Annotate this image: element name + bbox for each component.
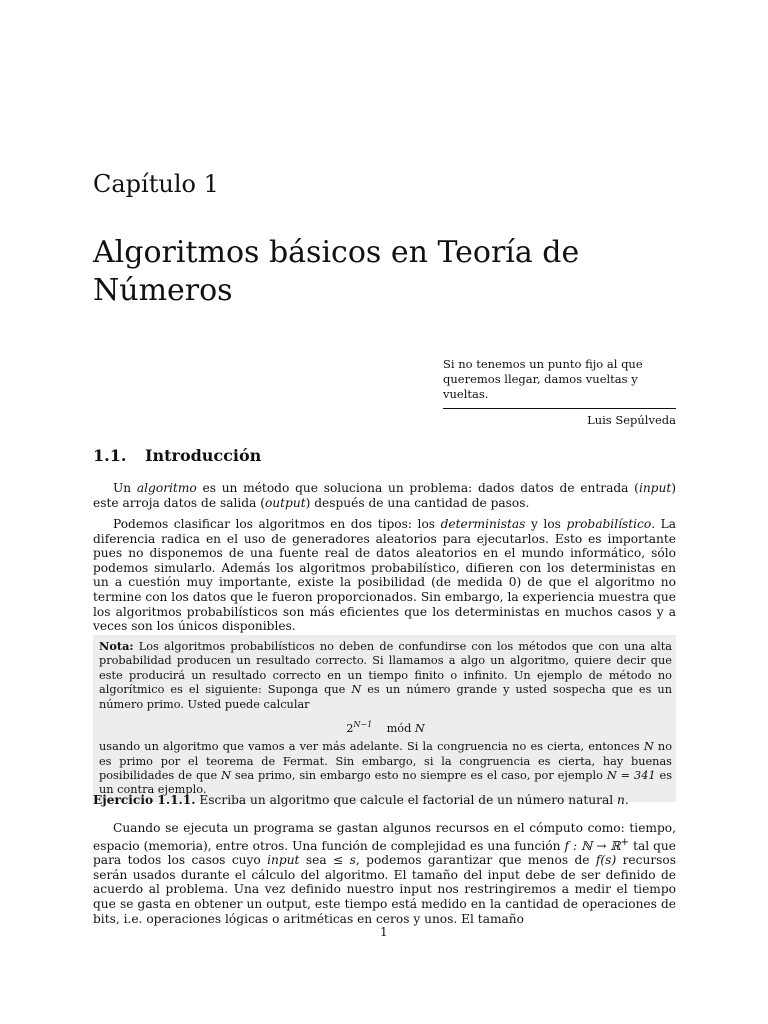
- text-run: tal que para todos los casos cuyo: [93, 838, 676, 868]
- math-var: n: [616, 793, 625, 807]
- note-formula: [99, 718, 672, 736]
- section-heading: [93, 446, 261, 465]
- math-var: N: [351, 683, 362, 697]
- paragraph-intro: [93, 481, 676, 510]
- text-run: Cuando se ejecuta un programa se gastan algunos recursos en el cómputo como: tiempo, espacio (memoria), entre otros. Una función de complejidad es una función: [93, 821, 676, 853]
- text-run: Los algoritmos probabilísticos no deben de confundirse con los métodos que con una alta probabilidad producen un resultado correcto. Si llamamos a algo un algoritmo, quiere decir que este producirá un resultado correcto en un tiempo finito o infinito. Un ejemplo de método no algorítmico es el siguiente: Suponga que: [99, 640, 672, 697]
- math-var: N: [221, 769, 231, 783]
- math-superscript: +: [620, 836, 630, 848]
- math-var: N: [414, 721, 425, 735]
- text-run: es un contra ejemplo.: [99, 769, 672, 797]
- text-run: no es primo por el teorema de Fermat. Sin embargo, si la congruencia es cierta, hay buenas posibilidades de que: [99, 740, 673, 783]
- math-var: N: [643, 740, 654, 754]
- epigraph-author: Luis Sepúlveda: [587, 413, 676, 427]
- formula-exponent: N−1: [353, 720, 373, 730]
- epigraph: [443, 357, 676, 428]
- text-run: es un método que soluciona un problema: dados datos de entrada (: [196, 481, 639, 495]
- epigraph-divider: [443, 408, 676, 409]
- text-run: ) este arroja datos de salida (: [93, 481, 676, 510]
- math-var: s: [349, 853, 356, 868]
- text-run: sea primo, sin embargo esto no siempre es el caso, por ejemplo: [230, 769, 607, 783]
- term-input: input: [638, 481, 672, 495]
- term-deterministas: deterministas: [440, 517, 526, 531]
- section-title: Introducción: [145, 446, 262, 465]
- chapter-label: Capítulo 1: [93, 170, 219, 198]
- page-number: 1: [380, 925, 388, 939]
- text-run: usando un algoritmo que vamos a ver más adelante. Si la congruencia no es cierta, entonces: [99, 740, 644, 754]
- text-run: recursos serán usados durante el cálculo del algoritmo. El tamaño del input debe de ser definido de acuerdo al problema. Una vez definido nuestro input nos restringiremos a medir el tiempo que se gasta en obtener un output, este tiempo está medido en la cantidad de operaciones de bits, i.e. operaciones lógicas o aritméticas en ceros y unos. El tamaño: [93, 853, 676, 926]
- text-run: ) después de una cantidad de pasos.: [305, 495, 530, 510]
- text-run: Un: [113, 481, 137, 495]
- term-algoritmo: algoritmo: [136, 481, 197, 495]
- text-run: Escriba un algoritmo que calcule el factorial de un número natural: [195, 793, 617, 807]
- section-number: 1.1.: [93, 446, 127, 465]
- math-expression: N = 341: [606, 769, 656, 783]
- text-run: , podemos garantizar que menos de: [355, 853, 596, 868]
- chapter-title: Algoritmos básicos en Teoría de Números: [93, 235, 580, 308]
- note-box: [93, 635, 676, 802]
- paragraph-classification: [93, 517, 676, 634]
- exercise: [93, 793, 676, 808]
- text-run: .: [624, 793, 629, 807]
- note-label: Nota:: [99, 639, 134, 653]
- text-run: . La diferencia radica en el uso de generadores aleatorios para ejecutarlos. Esto es importante pues no disponemos de una fuente real de datos aleatorios en el mundo informático, sólo podemos simularlo. Además los algoritmos probabilístico, difieren con los deterministas en un a cuestión muy importante, existe la posibilidad (de medida 0) de que el algoritmo no termine con los datos que le fueron proporcionados. Sin embargo, la experiencia muestra que los algoritmos probabilísticos son más eficientes que los deterministas en muchos casos y a veces son los únicos disponibles.: [93, 517, 677, 634]
- paragraph-complexity: [93, 821, 676, 926]
- term-probabilistico: probabilístico: [566, 517, 652, 531]
- term-output: output: [264, 495, 306, 510]
- text-run: y los: [525, 517, 567, 531]
- math-expression: f(s): [595, 853, 617, 868]
- text-run: es un número grande y usted sospecha que es un número primo. Usted puede calcular: [99, 683, 672, 711]
- formula-mod: mód: [386, 721, 412, 735]
- text-run: sea ≤: [299, 853, 350, 868]
- exercise-label: Ejercicio 1.1.1.: [93, 793, 196, 807]
- epigraph-quote: Si no tenemos un punto fijo al que queremos llegar, damos vueltas y vueltas.: [443, 357, 643, 401]
- formula-base: 2: [346, 721, 354, 735]
- text-run: Podemos clasificar los algoritmos en dos tipos: los: [113, 517, 441, 531]
- math-expression: f : ℕ → ℝ: [564, 838, 621, 853]
- term-input: input: [267, 853, 300, 868]
